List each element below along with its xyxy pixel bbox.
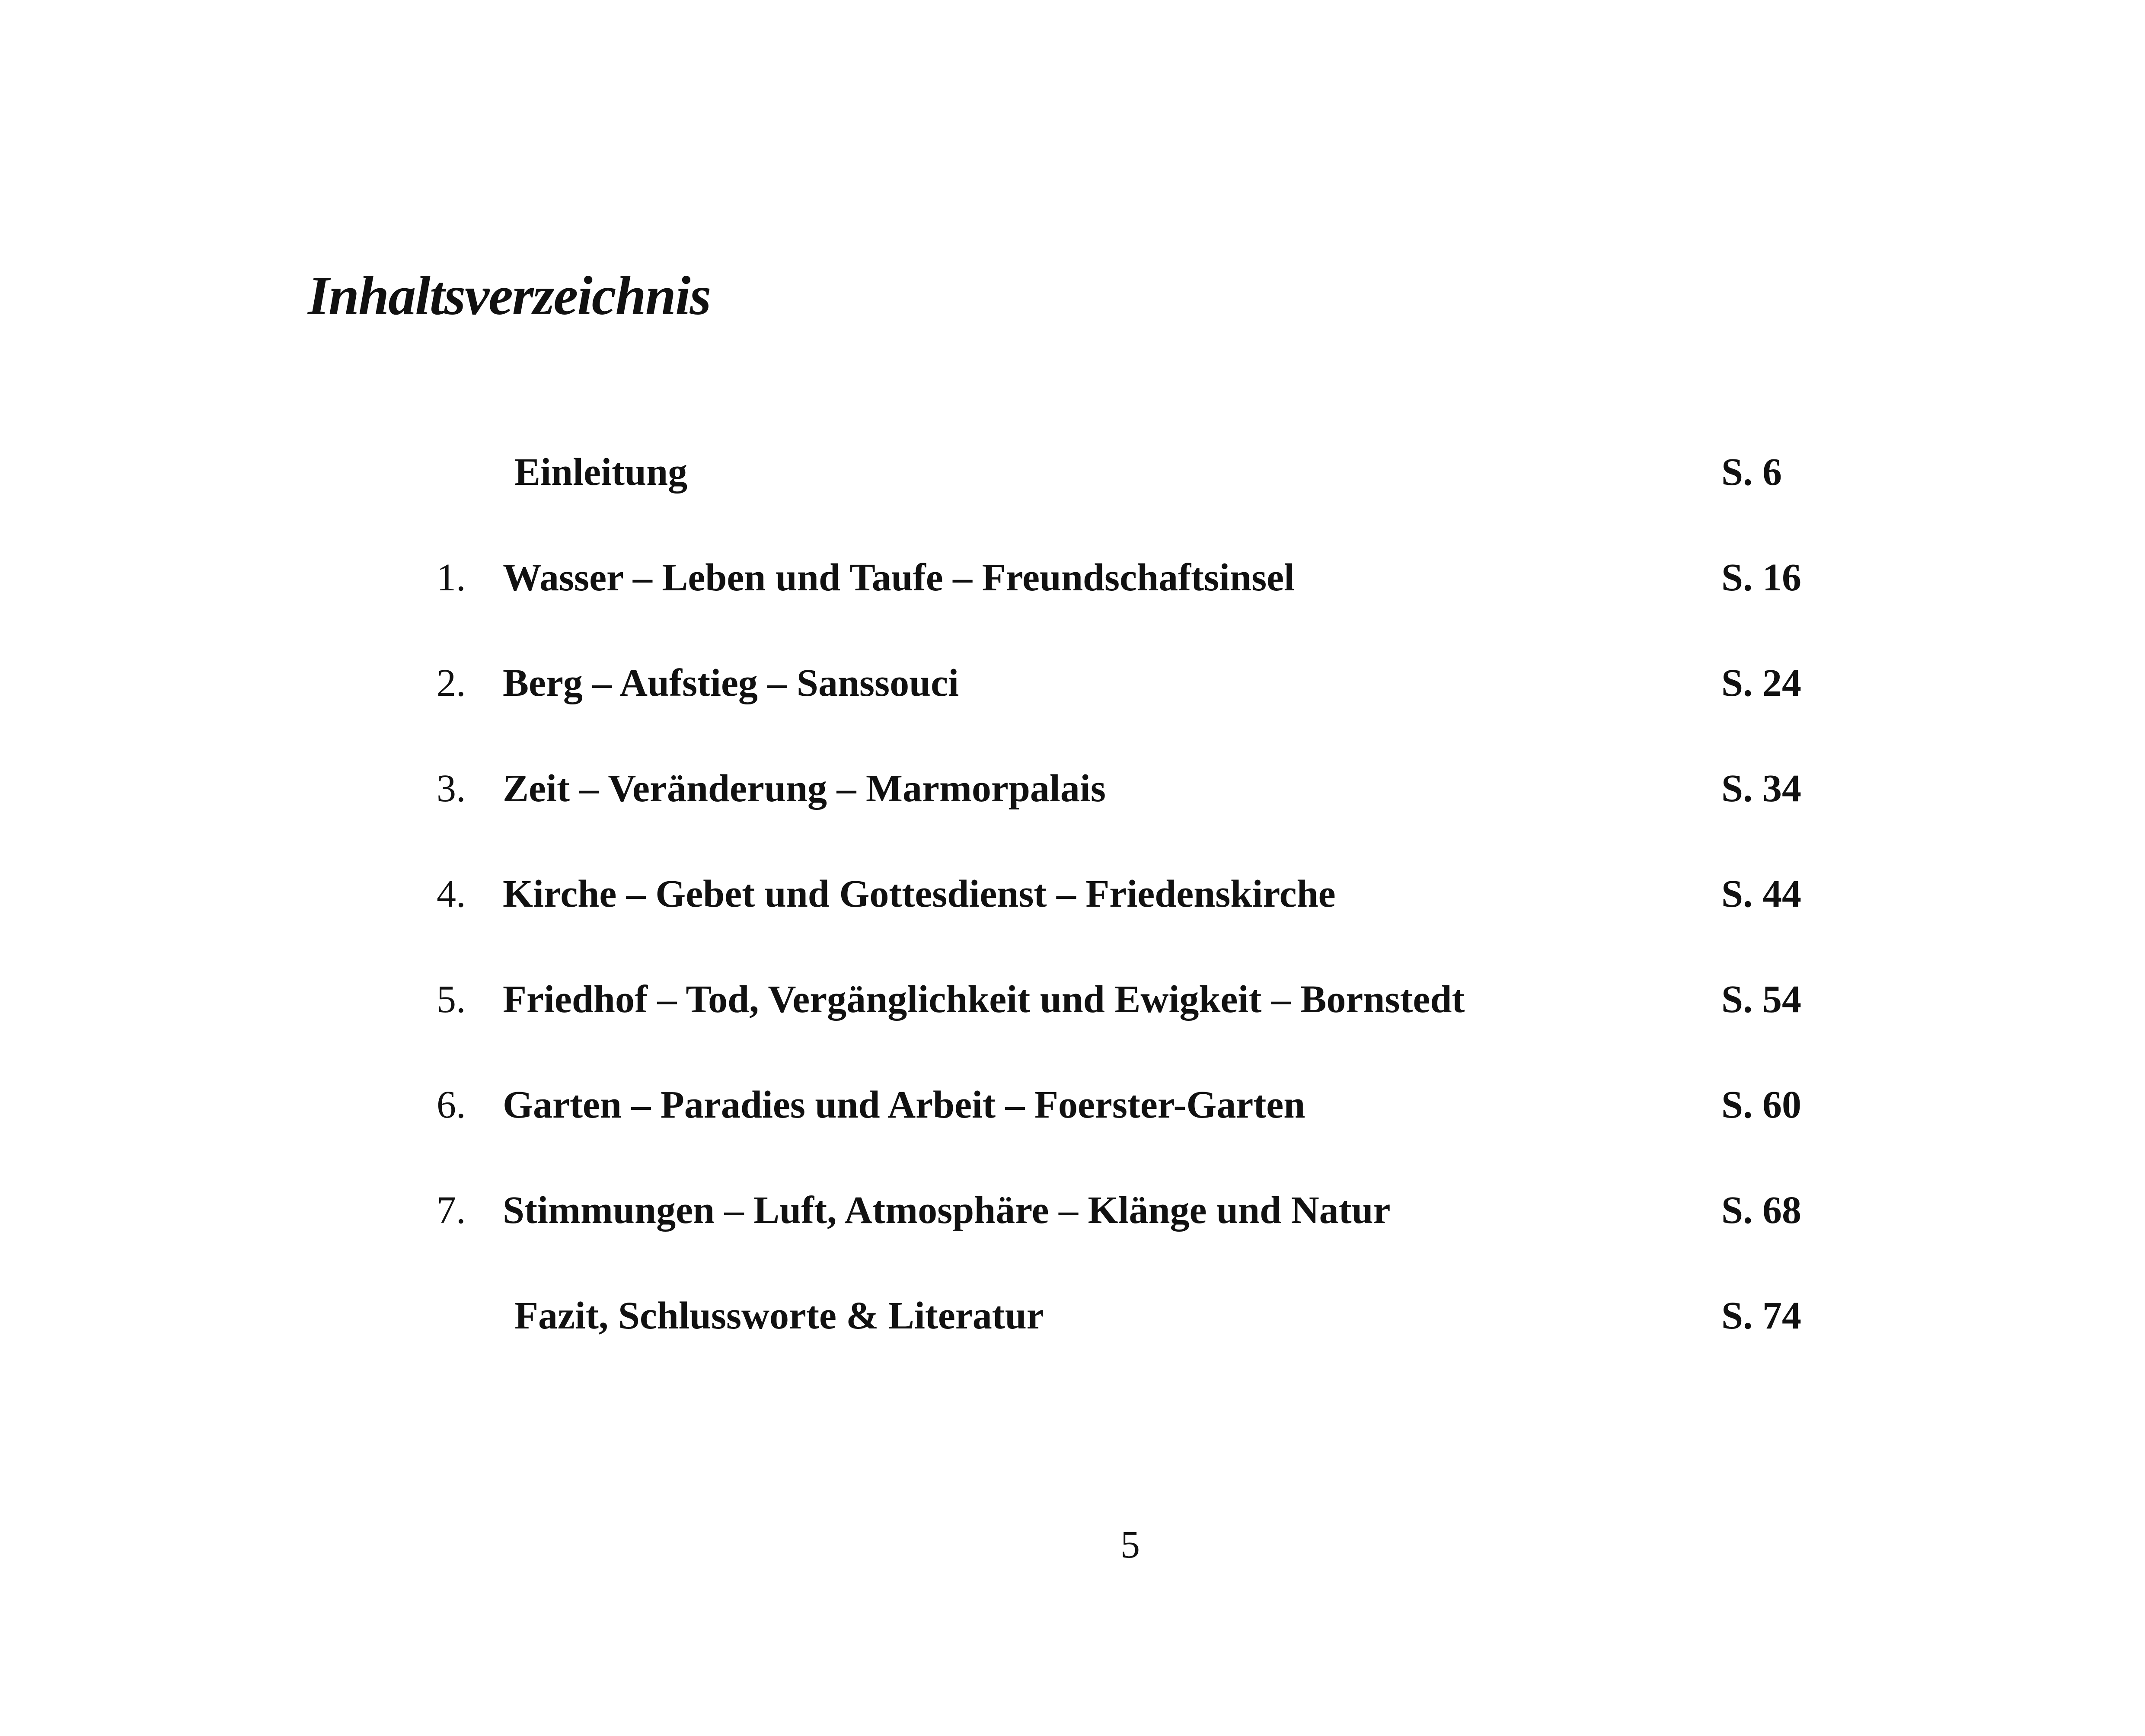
toc-entry-page: S. 68 — [1721, 1189, 1802, 1232]
toc-entry-page: S. 44 — [1721, 873, 1802, 915]
toc-entry-3 — [0, 769, 2145, 830]
toc-entry-title: Wasser – Leben und Taufe – Freundschaftsinsel — [503, 556, 1295, 599]
toc-entry-number: 4. — [437, 873, 466, 915]
toc-entry-page: S. 6 — [1721, 451, 1782, 494]
toc-entry-title: Garten – Paradies und Arbeit – Foerster-Garten — [503, 1083, 1306, 1126]
toc-entry-6 — [0, 1083, 2145, 1146]
toc-entry-page: S. 34 — [1721, 767, 1802, 810]
toc-entry-number: 6. — [437, 1083, 466, 1126]
toc-entry-einleitung — [0, 453, 2145, 513]
toc-entry-1 — [0, 558, 2145, 619]
toc-entry-4 — [0, 875, 2145, 935]
toc-entry-page: S. 16 — [1721, 556, 1802, 599]
toc-entry-number: 2. — [437, 662, 466, 704]
toc-entry-number: 5. — [437, 978, 466, 1021]
toc-entry-fazit — [0, 1296, 2145, 1357]
toc-entry-title: Kirche – Gebet und Gottesdienst – Friedenskirche — [503, 873, 1336, 915]
toc-entry-number: 3. — [437, 767, 466, 810]
page-number: 5 — [1120, 1523, 1140, 1566]
toc-entry-2 — [0, 664, 2145, 724]
toc-entry-page: S. 74 — [1721, 1294, 1802, 1337]
toc-entry-number: 1. — [437, 556, 466, 599]
toc-entry-7 — [0, 1191, 2145, 1252]
toc-entry-page: S. 24 — [1721, 662, 1802, 704]
toc-entry-title: Einleitung — [514, 451, 688, 494]
toc-entry-5 — [0, 980, 2145, 1041]
toc-entry-title: Friedhof – Tod, Vergänglichkeit und Ewigkeit – Bornstedt — [503, 978, 1465, 1021]
toc-entry-number: 7. — [437, 1189, 466, 1232]
toc-entry-title: Fazit, Schlussworte & Literatur — [514, 1294, 1044, 1337]
toc-entry-page: S. 54 — [1721, 978, 1802, 1021]
toc-entry-title: Zeit – Veränderung – Marmorpalais — [503, 767, 1106, 810]
toc-entry-title: Stimmungen – Luft, Atmosphäre – Klänge und Natur — [503, 1189, 1391, 1232]
toc-entry-page: S. 60 — [1721, 1083, 1802, 1126]
toc-entry-title: Berg – Aufstieg – Sanssouci — [503, 662, 959, 704]
page-title: Inhaltsverzeichnis — [308, 265, 711, 326]
